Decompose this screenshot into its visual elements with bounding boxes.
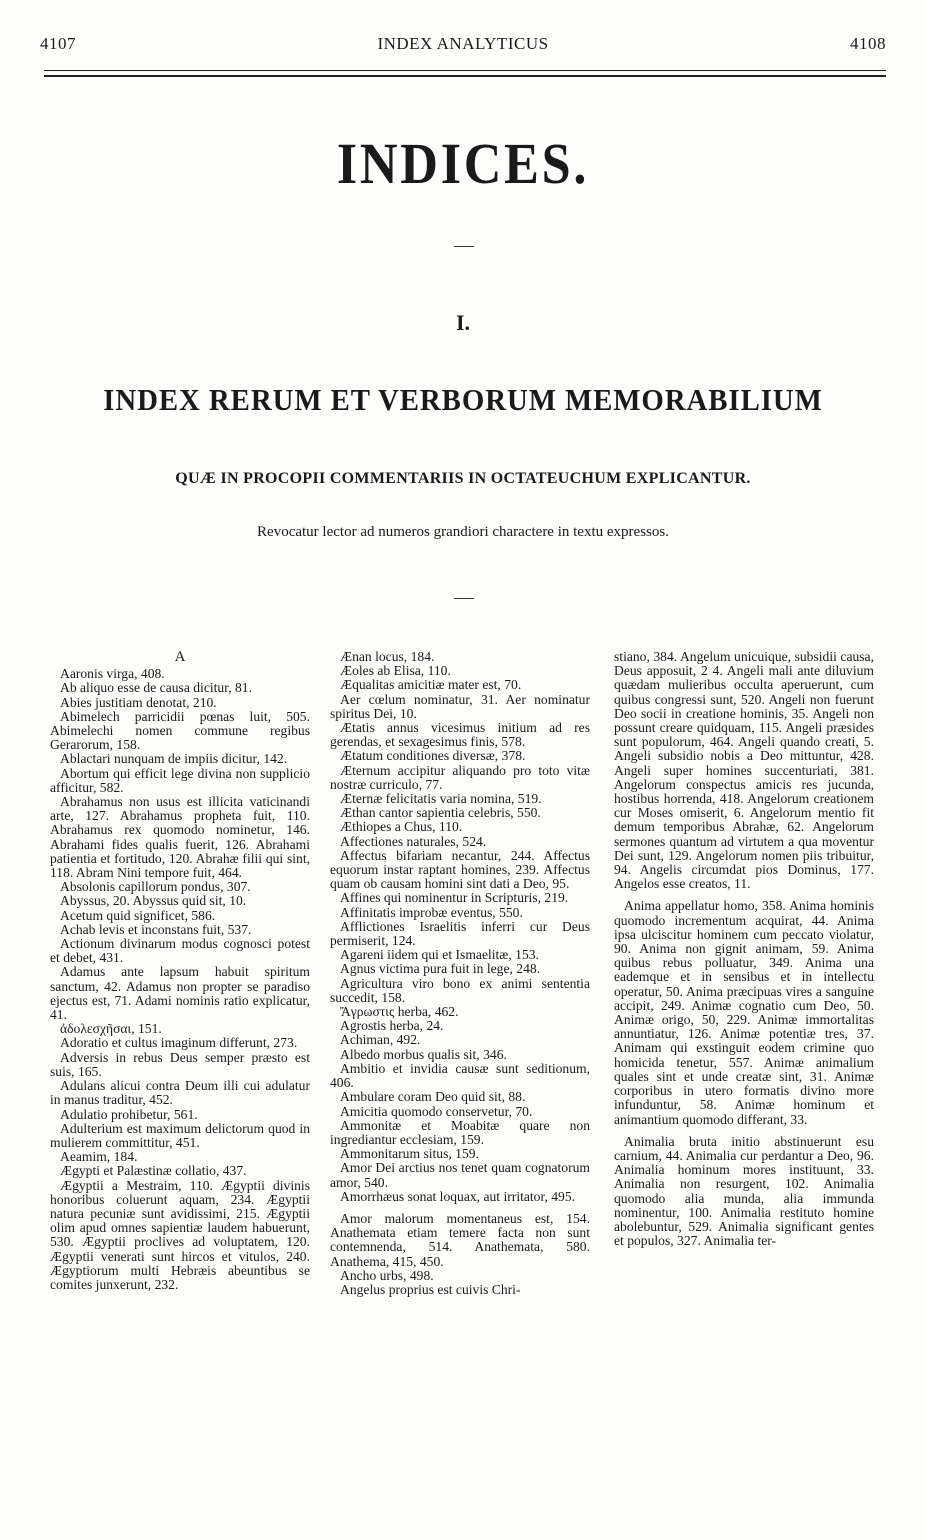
- index-entry: Æthiopes a Chus, 110.: [340, 819, 463, 835]
- index-subtitle: QUÆ IN PROCOPII COMMENTARIIS IN OCTATEUCHUM EXPLICANTUR.: [175, 470, 751, 487]
- index-entry: Adulans alicui contra Deum illi cui adulatur in manus traditur, 452.: [50, 1078, 310, 1108]
- index-entry: Ab aliquo esse de causa dicitur, 81.: [60, 680, 252, 696]
- index-entry: Adulatio prohibetur, 561.: [60, 1106, 198, 1122]
- index-entry: Acetum quid significet, 586.: [60, 907, 216, 923]
- index-entry: Actionum divinarum modus cognosci potest et debet, 431.: [50, 936, 310, 966]
- index-entry: Afflictiones Israelitis inferri cur Deus permiserit, 124.: [330, 918, 590, 949]
- index-entry: Ancho urbs, 498.: [340, 1267, 434, 1283]
- index-entry: Ænan locus, 184.: [340, 649, 435, 664]
- index-entry: Æqualitas amicitiæ mater est, 70.: [340, 677, 522, 693]
- right-page-number: 4108: [850, 34, 886, 53]
- index-entry: Æternæ felicitatis varia nomina, 519.: [340, 791, 542, 807]
- section-number: I.: [455, 310, 471, 335]
- index-entry: Ambulare coram Deo quid sit, 88.: [340, 1089, 526, 1105]
- index-entry: Ammonitarum situs, 159.: [340, 1146, 479, 1162]
- index-entry: Achiman, 492.: [340, 1032, 421, 1048]
- index-entry: Adamus ante lapsum habuit spiritum sanctum, 42. Adamus non propter se paradiso ejectus est, 71. Adami nominis ratio explicatur, 41.: [50, 964, 310, 1023]
- index-entry: Ablactari nunquam de impiis dicitur, 142.: [60, 751, 288, 767]
- header-rule: [44, 70, 886, 71]
- index-entry: Ægyptii a Mestraim, 110. Ægyptii divinis honoribus coluerunt aquam, 234. Ægyptii natura pecuniæ sunt avidissimi, 215. Ægyptii olim apud omnes sapientiæ laudem habuerunt, 530. Ægyptii proclives ad voluptatem, 120. Ægyptii venerati sunt hircos et vitulos, 240. Ægyptiorum multi Hebræis abeuntibus se comites junxerunt, 232.: [50, 1177, 310, 1292]
- index-entry: Ἄγρωστις herba, 462.: [340, 1004, 459, 1020]
- index-entry: Æoles ab Elisa, 110.: [340, 663, 451, 679]
- left-page-number: 4107: [40, 34, 76, 53]
- letter-heading: A: [174, 649, 186, 665]
- index-entry: Angelus proprius est cuivis Chri-: [340, 1281, 521, 1297]
- index-column-2: [330, 650, 590, 1297]
- index-column-3: [614, 650, 874, 1248]
- index-entry: Ammonitæ et Moabitæ quare non ingrediantur ecclesiam, 159.: [330, 1117, 590, 1147]
- index-entry: Albedo morbus qualis sit, 346.: [340, 1046, 507, 1062]
- index-entry: ἀδολεσχῆσαι, 151.: [60, 1021, 162, 1037]
- index-entry: Agareni iidem qui et Ismaelitæ, 153.: [340, 947, 539, 963]
- index-entry: Achab levis et inconstans fuit, 537.: [60, 921, 252, 937]
- index-entry: Adversis in rebus Deus semper præsto est suis, 165.: [50, 1049, 310, 1079]
- index-entry: Agricultura viro bono ex animi sententia succedit, 158.: [330, 975, 590, 1005]
- index-entry: Amor Dei arctius nos tenet quam cognatorum amor, 540.: [330, 1160, 590, 1190]
- title-dash: [454, 246, 474, 247]
- index-entry: Affectus bifariam necantur, 244. Affectus equorum instar raptant homines, 239. Affectus quam ob causam homini sint dati a Deo, 95.: [330, 847, 590, 892]
- index-entry: Agrostis herba, 24.: [340, 1018, 444, 1034]
- index-title: INDEX RERUM ET VERBORUM MEMORABILIUM: [103, 382, 823, 417]
- index-entry: Abyssus, 20. Abyssus quid sit, 10.: [60, 893, 247, 909]
- index-entry: Amor malorum momentaneus est, 154. Anathemata etiam temere facta non sunt contemnenda, 514. Anathemata, 580. Anathema, 415, 450.: [330, 1210, 590, 1269]
- index-entry: Ambitio et invidia causæ sunt seditionum, 406.: [330, 1060, 590, 1091]
- index-entry: Anima appellatur homo, 358. Anima hominis quomodo incrementum acquirat, 44. Anima ipsa ulciscitur hominem cum peccato violatur, 90. Anima non gignit animam, 59. Anima quibus rebus polluatur, 349. Anima una eademque et in sensibus et in intellectu operatur, 50. Anima præcipuas vires a sanguine accipit, 249. Animæ cognatio cum Deo, 50. Animæ origo, 50, 229. Animæ immortalitas annuntiatur, 126. Animæ potentiæ tres, 37. Animam qui exstinguit eodem crimine quo homicida tenetur, 557. Animæ animalium quales sint et unde creatæ sint, 31. Animæ corporibus in utero formatis divino more infunduntur, 58. Animæ hominum et animantium quomodo differant, 33.: [614, 898, 874, 1127]
- index-entry: Adulterium est maximum delictorum quod in mulierem committitur, 451.: [50, 1120, 310, 1150]
- index-entry: Abortum qui efficit lege divina non supplicio afficitur, 582.: [50, 765, 310, 795]
- running-title: INDEX ANALYTICUS: [377, 34, 549, 53]
- index-entry: Aaronis virga, 408.: [60, 666, 165, 682]
- page-title: INDICES.: [336, 131, 590, 196]
- index-entry: Abimelech parricidii pœnas luit, 505. Abimelechi nomen commune regibus Gerarorum, 158.: [50, 708, 310, 753]
- index-entry: Affines qui nominentur in Scripturis, 219.: [340, 890, 569, 906]
- reader-note: Revocatur lector ad numeros grandiori charactere in textu expressos.: [257, 524, 669, 540]
- index-entry: Abrahamus non usus est illicita vaticinandi arte, 127. Abrahamus propheta fuit, 110. Abrahamus rex quomodo nominetur, 146. Abrahami fides qualis fuerit, 126. Abrahami patientia et fortitudo, 120. Abrahæ filii qui sint, 118. Abram Nini tempore fuit, 464.: [50, 794, 310, 881]
- index-entry: Affectiones naturales, 524.: [340, 833, 487, 849]
- index-column-1: [50, 650, 310, 1292]
- index-entry: Ætatis annus vicesimus initium ad res gerendas, et sexagesimus finis, 578.: [330, 720, 590, 750]
- index-entry: stiano, 384. Angelum unicuique, subsidii causa, Deus apposuit, 2 4. Angeli mali ante diluvium quædam mulieribus occulta aperuerunt, cum quibus congressi sunt, 520. Angeli non fuerunt Deo socii in creatione hominis, 35. Angeli non possunt creare quidquam, 115. Angeli præsides sunt populorum, 464. Angeli quando creati, 5. Angeli subsidio nobis a Deo mittuntur, 428. Angeli super homines succenturiati, 381. Angelorum conspectus amicis res jucunda, hostibus horrenda, 418. Angelorum creationem cur Moses omiserit, 6. Angelorum mentio fit demum temporibus Abrahæ, 62. Angelorum sermones quantum ad virtutem a qua moventur Dei sunt, 129. Angelorum nomen piis tribuitur, 94. Angelis circumdat pios Dominus, 177. Angelos esse creatos, 11.: [614, 649, 874, 892]
- index-entry: Aer cœlum nominatur, 31. Aer nominatur spiritus Dei, 10.: [330, 691, 590, 721]
- index-entry: Abies justitiam denotat, 210.: [60, 694, 217, 710]
- index-entry: Absolonis capillorum pondus, 307.: [60, 879, 251, 895]
- index-entry: Animalia bruta initio abstinuerunt esu carnium, 44. Animalia cur perdantur a Deo, 96. Animalia hominum mores instituunt, 33. Animalia non resurgent, 102. Animalia quomodo alia munda, alia immunda nominentur, 100. Animalia restituto homine abolebuntur, 529. Animalia significant gentes et populos, 327. Animalia ter-: [614, 1133, 874, 1249]
- index-entry: Ægypti et Palæstinæ collatio, 437.: [60, 1163, 247, 1179]
- note-dash: [454, 598, 474, 599]
- index-entry: Æthan cantor sapientia celebris, 550.: [340, 805, 541, 821]
- index-entry: Agnus victima pura fuit in lege, 248.: [340, 961, 541, 977]
- index-entry: Æternum accipitur aliquando pro toto vitæ nostræ curriculo, 77.: [330, 762, 590, 792]
- header-rule-thick: [44, 75, 886, 77]
- index-entry: Adoratio et cultus imaginum differunt, 273.: [60, 1035, 298, 1051]
- index-entry: Aeamim, 184.: [60, 1149, 138, 1165]
- running-head: [40, 34, 886, 56]
- index-entry: Ætatum conditiones diversæ, 378.: [340, 748, 526, 764]
- index-entry: Amicitia quomodo conservetur, 70.: [340, 1103, 533, 1119]
- index-entry: Amorrhæus sonat loquax, aut irritator, 495.: [340, 1188, 576, 1204]
- index-entry: Affinitatis improbæ eventus, 550.: [340, 904, 523, 920]
